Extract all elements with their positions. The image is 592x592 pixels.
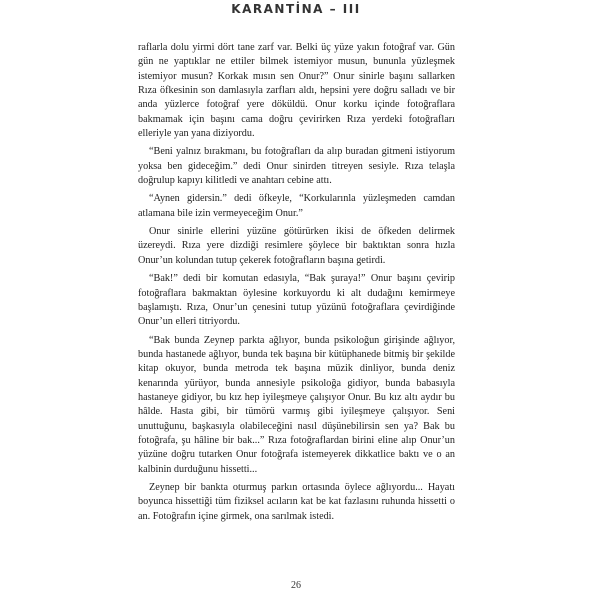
paragraph: “Bak!” dedi bir komutan edasıyla, “Bak şuraya!” Onur başını çevirip fotoğraflara bakmaktan öylesine korkuyordu ki alt dudağını kemirmeye başlamıştı. Rıza, Onur’un çenesini tutup yüzünü fotoğraflara çevirdiğinde Onur’un elleri titriyordu. bbox=[138, 273, 455, 328]
page-number: 26 bbox=[291, 580, 301, 591]
paragraph: “Aynen gidersin.” dedi öfkeyle, “Korkularınla yüzleşmeden camdan atlamana bile izin vermeyeceğim Onur.” bbox=[138, 193, 455, 219]
paragraph: “Bak bunda Zeynep parkta ağlıyor, bunda psikoloğun girişinde ağlıyor, bunda hastanede ağlıyor, bunda tek başına bir kütüphanede bitmiş bir şekilde kitap okuyor, bunda metroda tek başına müzik dinliyor, bunda deniz kenarında yürüyor, bunda annesiyle psikoloğa gidiyor, bunda babasıyla hastaneye gidiyor, bu kız hep iyileşmeye çalışıyor Onur. Bu kız altı aydır bu hâlde. Hasta gibi, bir tümörü varmış gibi iyileşmeye çalışıyor. Seni unuttuğunu, başkasıyla olabileceğini nasıl düşünebilirsin sen ya? Bak bu fotoğrafa, şu hâline bir bak...” Rıza fotoğraflardan birini eline alıp Onur’un yüzüne doğru tutarken Onur fotoğrafa istemeyerek dikkatlice baktı ve o an kalbinin durduğunu hissetti... bbox=[138, 334, 455, 475]
paragraph: raflarla dolu yirmi dört tane zarf var. Belki üç yüze yakın fotoğraf var. Gün gün ne yaptıklar ne ettiler bilmek istemiyor musun, bununla yüzleşmek istemiyor musun? Korkak mısın sen Onur?” Onur sinirle başını sallarken Rıza öfkesinin son damlasıyla zarfları aldı, hepsini yere doğru salladı ve bir anda yüzlerce fotoğraf yere döküldü. Onur korku içinde fotoğraflara bakmamak için başını cama doğru çevirirken Rıza yerdeki fotoğrafları elleriyle yan yana diziyordu. bbox=[138, 42, 455, 140]
paragraph: Zeynep bir bankta oturmuş parkın ortasında öylece ağlıyordu... Hayatı boyunca hissettiği tüm fiziksel acıların kat be kat fazlasını ruhunda hissetti o an. Fotoğrafın içine girmek, ona sarılmak istedi. bbox=[138, 481, 455, 522]
running-title: KARANTİNA – III bbox=[231, 2, 361, 16]
body-text bbox=[138, 41, 455, 528]
paragraph: “Beni yalnız bırakmanı, bu fotoğrafları da alıp buradan gitmeni istiyorum yoksa ben gideceğim.” dedi Onur sinirden titreyen sesiyle. Rıza telaşla doğrulup kapıyı kilitledi ve anahtarı cebine attı. bbox=[138, 146, 455, 187]
paragraph: Onur sinirle ellerini yüzüne götürürken ikisi de öfkeden delirmek üzereydi. Rıza yere dizdiği resimlere şöylece bir baktıktan sonra hızla Onur’un kolundan tutup çekerek fotoğrafların başına getirdi. bbox=[138, 226, 455, 266]
